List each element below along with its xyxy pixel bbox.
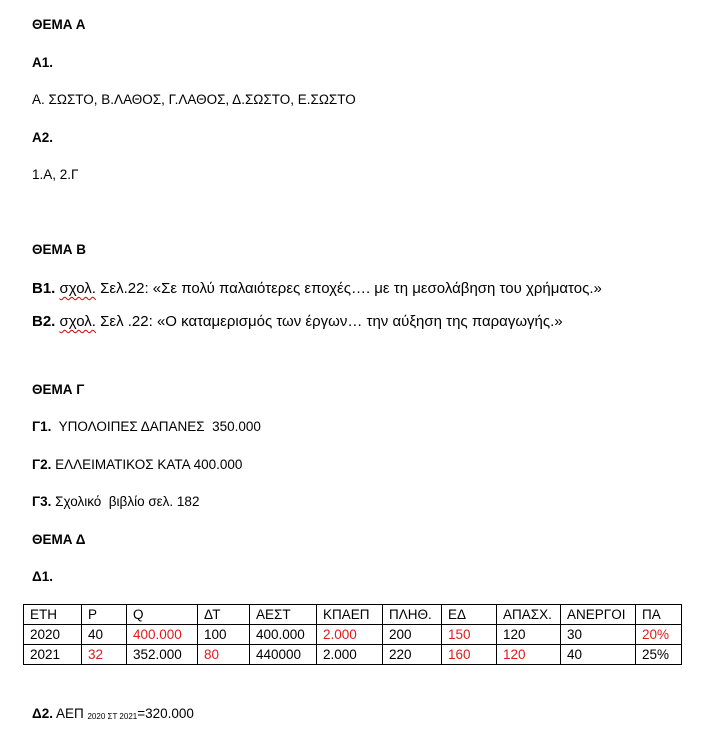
- table-row: [24, 645, 682, 665]
- table-cell-highlighted: 150: [442, 625, 497, 645]
- d2-subscript: 2020 ΣΤ 2021: [87, 712, 138, 721]
- table-cell: 352.000: [127, 645, 198, 665]
- table-cell: 100: [198, 625, 250, 645]
- header-cell: Q: [127, 605, 198, 625]
- table-cell: 120: [497, 625, 561, 645]
- d2-answer: [32, 706, 194, 721]
- table-cell-highlighted: 20%: [636, 625, 682, 645]
- header-cell: ΚΠΑΕΠ: [317, 605, 383, 625]
- table-cell-highlighted: 32: [82, 645, 127, 665]
- table-cell: 2.000: [317, 645, 383, 665]
- header-cell: ΔΤ: [198, 605, 250, 625]
- table-cell: 200: [383, 625, 442, 645]
- b2-text: Σελ .22: «Ο καταμερισμός των έργων… την αύξηση της παραγωγής.»: [95, 313, 563, 330]
- header-cell: ΑΝΕΡΓΟΙ: [561, 605, 636, 625]
- table-cell: 440000: [250, 645, 317, 665]
- table-cell: 25%: [636, 645, 682, 665]
- g2-answer: [32, 457, 242, 472]
- a2-answer: 1.Α, 2.Γ: [32, 167, 79, 182]
- table-cell: 30: [561, 625, 636, 645]
- header-cell: ΑΕΣΤ: [250, 605, 317, 625]
- g1-answer: [32, 419, 261, 434]
- table-cell-highlighted: 160: [442, 645, 497, 665]
- thema-b-title: ΘΕΜΑ Β: [32, 242, 86, 257]
- table-cell-highlighted: 120: [497, 645, 561, 665]
- d1-data-table: [23, 604, 682, 665]
- g3-text: Σχολικό βιβλίο σελ. 182: [51, 494, 200, 509]
- table-header-row: [24, 605, 682, 625]
- g2-label: Γ2.: [32, 457, 52, 472]
- b2-school-abbrev: σχολ.: [59, 313, 96, 330]
- table-cell-highlighted: 400.000: [127, 625, 198, 645]
- header-cell: ΠΑ: [636, 605, 682, 625]
- b2-answer: [32, 313, 563, 330]
- a1-label: Α1.: [32, 55, 54, 70]
- table-cell: 40: [561, 645, 636, 665]
- header-cell: ΑΠΑΣΧ.: [497, 605, 561, 625]
- table-cell: 400.000: [250, 625, 317, 645]
- table-cell-highlighted: 2.000: [317, 625, 383, 645]
- thema-d-title: ΘΕΜΑ Δ: [32, 532, 86, 547]
- thema-g-title: ΘΕΜΑ Γ: [32, 382, 85, 397]
- table-cell: 2021: [24, 645, 82, 665]
- b1-text: Σελ.22: «Σε πολύ παλαιότερες εποχές…. με τη μεσολάβηση του χρήματος.»: [95, 280, 602, 297]
- header-cell: ΕΔ: [442, 605, 497, 625]
- d2-label: Δ2.: [32, 706, 53, 721]
- g3-label: Γ3.: [32, 494, 52, 509]
- header-cell: ΕΤΗ: [24, 605, 82, 625]
- a2-label: Α2.: [32, 130, 54, 145]
- d2-prefix: ΑΕΠ: [52, 706, 88, 721]
- d1-label: Δ1.: [32, 569, 53, 584]
- a1-answer: Α. ΣΩΣΤΟ, Β.ΛΑΘΟΣ, Γ.ΛΑΘΟΣ, Δ.ΣΩΣΤΟ, Ε.ΣΩΣΤΟ: [32, 92, 356, 107]
- thema-a-title: ΘΕΜΑ Α: [32, 17, 86, 32]
- g1-label: Γ1.: [32, 419, 52, 434]
- table-cell: 2020: [24, 625, 82, 645]
- header-cell: Ρ: [82, 605, 127, 625]
- table-row: [24, 625, 682, 645]
- table-cell: 40: [82, 625, 127, 645]
- g3-answer: [32, 494, 199, 509]
- d2-value: =320.000: [137, 706, 194, 721]
- b1-answer: [32, 280, 602, 297]
- b1-label: Β1.: [32, 280, 56, 297]
- table-cell-highlighted: 80: [198, 645, 250, 665]
- table-cell: 220: [383, 645, 442, 665]
- b2-label: Β2.: [32, 313, 56, 330]
- b1-school-abbrev: σχολ.: [59, 280, 96, 297]
- g1-text: ΥΠΟΛΟΙΠΕΣ ΔΑΠΑΝΕΣ 350.000: [51, 419, 261, 434]
- g2-text: ΕΛΛΕΙΜΑΤΙΚΟΣ ΚΑΤΑ 400.000: [51, 457, 243, 472]
- header-cell: ΠΛΗΘ.: [383, 605, 442, 625]
